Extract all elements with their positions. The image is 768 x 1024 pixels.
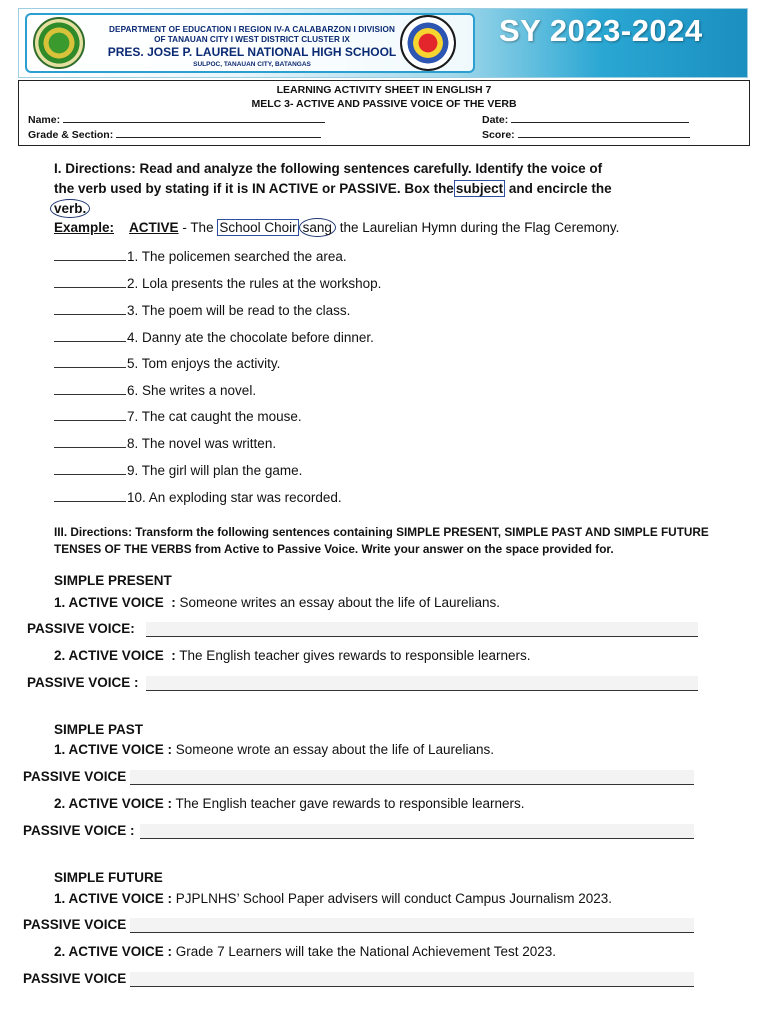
list-item: 6. She writes a novel.: [54, 382, 256, 398]
past-passive-label-2: PASSIVE VOICE :: [23, 823, 135, 838]
present-passive-label-1: PASSIVE VOICE:: [27, 621, 135, 636]
simple-future-heading: SIMPLE FUTURE: [54, 870, 163, 885]
deped-division-seal-icon: [33, 17, 85, 69]
answer-blank[interactable]: [54, 248, 126, 261]
header-line-2: OF TANAUAN CITY I WEST DISTRICT CLUSTER IX: [154, 35, 350, 44]
part1-directions-line1: I. Directions: Read and analyze the following sentences carefully. Identify the voice of: [54, 161, 603, 176]
part3-directions: III. Directions: Transform the following sentences containing SIMPLE PRESENT, SIMPLE PAST AND SIMPLE FUTURE TENSES OF THE VERBS from Active to Passive Voice. Write your answer on the space provided for.: [54, 525, 709, 556]
future-passive-answer-2[interactable]: [130, 972, 694, 987]
header-banner: [18, 8, 748, 78]
answer-blank[interactable]: [54, 329, 126, 342]
school-seal-icon: [400, 15, 456, 71]
past-active-1: 1. ACTIVE VOICE : Someone wrote an essay about the life of Laurelians.: [54, 742, 494, 757]
list-item: 8. The novel was written.: [54, 435, 276, 451]
present-active-1: 1. ACTIVE VOICE : Someone writes an essay about the life of Laurelians.: [54, 595, 500, 610]
future-passive-answer-1[interactable]: [130, 918, 694, 933]
list-item: 1. The policemen searched the area.: [54, 248, 347, 264]
sheet-subtitle: MELC 3- ACTIVE AND PASSIVE VOICE OF THE VERB: [251, 98, 517, 110]
example-label: Example:: [54, 220, 115, 235]
list-item: 5. Tom enjoys the activity.: [54, 355, 280, 371]
example-answer: ACTIVE: [129, 220, 179, 235]
present-passive-answer-1[interactable]: [146, 622, 698, 637]
past-passive-label-1: PASSIVE VOICE: [23, 769, 127, 784]
answer-blank[interactable]: [54, 435, 126, 448]
answer-blank[interactable]: [54, 462, 126, 475]
example-verb: sang: [299, 218, 336, 237]
school-name: PRES. JOSE P. LAUREL NATIONAL HIGH SCHOOL: [107, 45, 397, 59]
future-passive-label-2: PASSIVE VOICE: [23, 971, 127, 986]
future-passive-label-1: PASSIVE VOICE: [23, 917, 127, 932]
worksheet-info-box: [18, 80, 750, 146]
school-address: SULPOC, TANAUAN CITY, BATANGAS: [193, 61, 311, 68]
list-item: 10. An exploding star was recorded.: [54, 489, 342, 505]
present-passive-label-2: PASSIVE VOICE :: [27, 675, 139, 690]
answer-blank[interactable]: [54, 489, 126, 502]
name-field[interactable]: [28, 113, 325, 126]
header-line-1: DEPARTMENT OF EDUCATION I REGION IV-A CALABARZON I DIVISION: [109, 25, 395, 34]
list-item: 3. The poem will be read to the class.: [54, 302, 350, 318]
future-active-2: 2. ACTIVE VOICE : Grade 7 Learners will take the National Achievement Test 2023.: [54, 944, 557, 959]
example-subject: School Choir: [219, 220, 297, 235]
past-passive-answer-1[interactable]: [130, 770, 694, 785]
answer-blank[interactable]: [54, 275, 126, 288]
part1-directions-line3: [50, 199, 90, 219]
grade-section-label: Grade & Section:: [28, 129, 114, 141]
simple-present-heading: SIMPLE PRESENT: [54, 573, 172, 588]
verb-circle-marker: verb.: [50, 199, 90, 218]
example-line: Example: ACTIVE - The School Choir sang the Laurelian Hymn during the Flag Ceremony.: [54, 220, 620, 235]
sheet-title: LEARNING ACTIVITY SHEET IN ENGLISH 7: [276, 84, 492, 96]
name-label: Name:: [28, 114, 61, 126]
answer-blank[interactable]: [54, 302, 126, 315]
present-passive-answer-2[interactable]: [146, 676, 698, 691]
answer-blank[interactable]: [54, 382, 126, 395]
part1-directions-line2: the verb used by stating if it is IN ACTIVE or PASSIVE. Box the subject and encircle the: [54, 181, 612, 196]
past-active-2: 2. ACTIVE VOICE : The English teacher gave rewards to responsible learners.: [54, 796, 525, 811]
simple-past-heading: SIMPLE PAST: [54, 722, 144, 737]
school-year: SY 2023-2024: [499, 13, 703, 48]
header-text: [97, 25, 407, 69]
answer-blank[interactable]: [54, 355, 126, 368]
present-active-2: 2. ACTIVE VOICE : The English teacher gives rewards to responsible learners.: [54, 648, 531, 663]
grade-section-field[interactable]: [28, 128, 321, 141]
date-label: Date:: [482, 114, 509, 126]
answer-blank[interactable]: [54, 408, 126, 421]
list-item: 9. The girl will plan the game.: [54, 462, 302, 478]
subject-box-marker: subject: [455, 181, 504, 196]
list-item: 2. Lola presents the rules at the workshop.: [54, 275, 381, 291]
score-field[interactable]: [482, 128, 690, 141]
list-item: 4. Danny ate the chocolate before dinner.: [54, 329, 374, 345]
list-item: 7. The cat caught the mouse.: [54, 408, 302, 424]
future-active-1: 1. ACTIVE VOICE : PJPLNHS’ School Paper advisers will conduct Campus Journalism 2023.: [54, 891, 612, 906]
date-field[interactable]: [482, 113, 689, 126]
score-label: Score:: [482, 129, 515, 141]
past-passive-answer-2[interactable]: [140, 824, 694, 839]
